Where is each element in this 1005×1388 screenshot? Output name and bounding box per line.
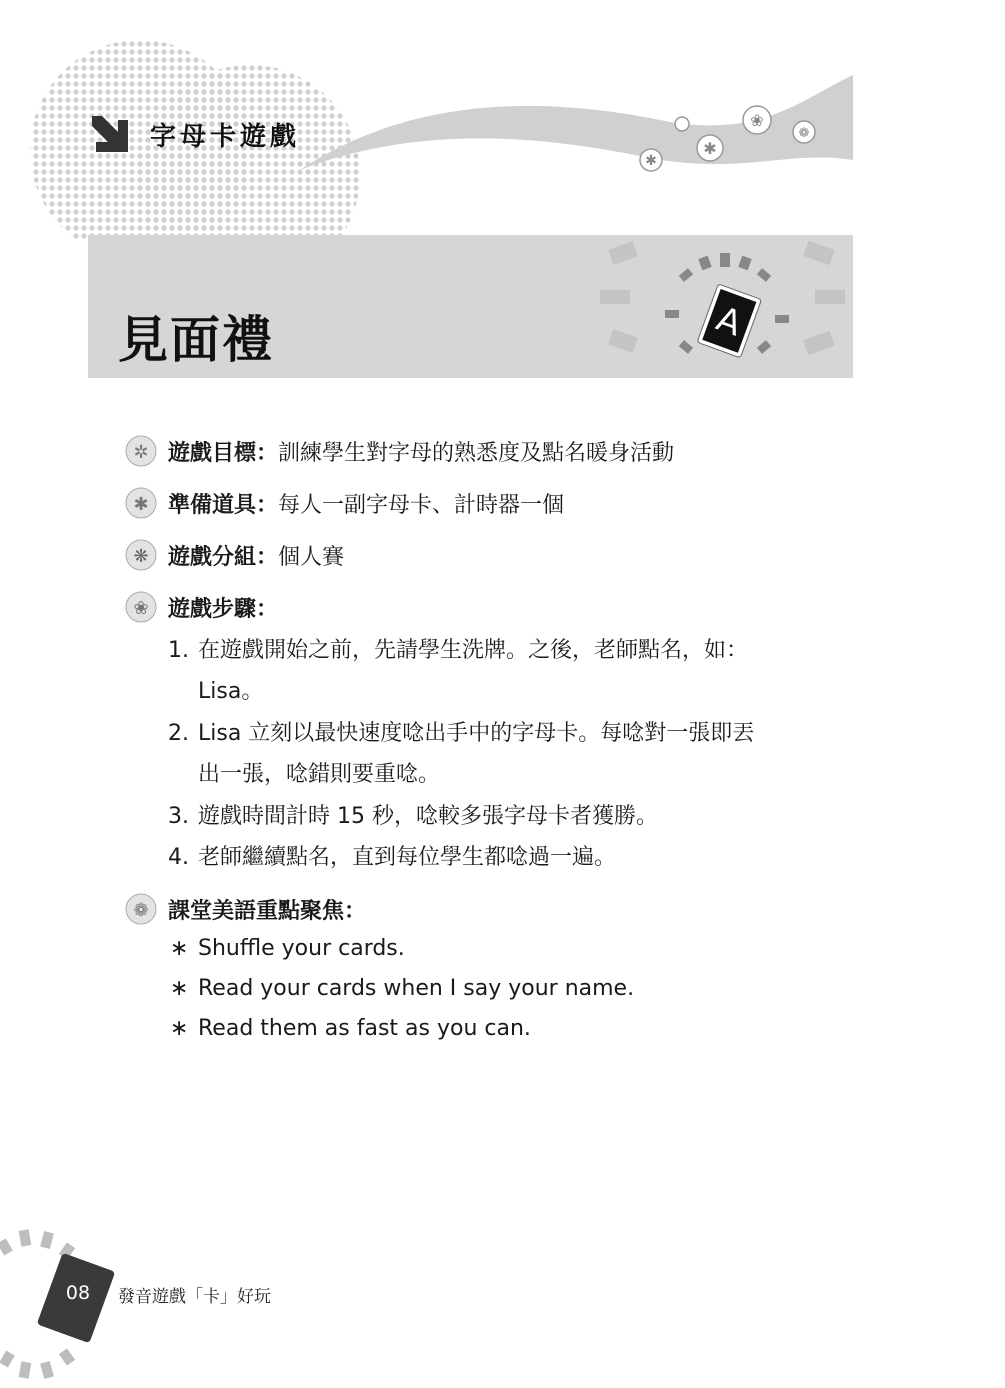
props-value: 每人一副字母卡、計時器一個 [278, 492, 565, 518]
goal-row [124, 434, 674, 468]
flower-bullet-icon [124, 590, 158, 624]
phrase-item: ∗ Shuffle your cards. [170, 936, 405, 961]
svg-text:❋: ❋ [133, 546, 149, 567]
svg-text:❁: ❁ [133, 900, 149, 921]
goal-value: 訓練學生對字母的熟悉度及點名暖身活動 [278, 440, 675, 466]
svg-text:❀: ❀ [750, 111, 764, 130]
section-tag-label: 字母卡遊戲 [150, 121, 301, 152]
flower-bullet-icon [124, 892, 158, 926]
goal-label: 遊戲目標： [168, 440, 279, 466]
svg-text:✱: ✱ [133, 494, 149, 515]
page-title: 見面禮 [118, 311, 274, 369]
arrow-down-right-icon [88, 112, 132, 156]
steps-row [124, 590, 278, 624]
props-row [124, 486, 564, 520]
step-item: 2. Lisa 立刻以最快速度唸出手中的字母卡。每唸對一張即丟 出一張，唸錯則要重唸。 [168, 721, 755, 787]
title-decoration [590, 235, 853, 378]
footer-decoration [0, 1222, 120, 1388]
card-letter: A [711, 299, 747, 345]
focus-label: 課堂美語重點聚焦： [168, 898, 367, 924]
svg-text:❀: ❀ [133, 598, 149, 619]
flower-bullet-icon [124, 486, 158, 520]
step-item: 4. 老師繼續點名，直到每位學生都唸過一遍。 [168, 845, 617, 870]
steps-label: 遊戲步驟： [168, 596, 279, 622]
grouping-label: 遊戲分組： [168, 544, 279, 570]
step-item: 1. 在遊戲開始之前，先請學生洗牌。之後，老師點名，如： Lisa。 [168, 638, 749, 704]
step-item: 3. 遊戲時間計時 15 秒，唸較多張字母卡者獲勝。 [168, 804, 658, 829]
section-tag [88, 112, 300, 156]
grouping-row [124, 538, 344, 572]
phrase-item: ∗ Read them as fast as you can. [170, 1016, 531, 1041]
grouping-value: 個人賽 [278, 544, 345, 570]
flower-bullet-icon [124, 538, 158, 572]
flower-bullet-icon [124, 434, 158, 468]
svg-text:✱: ✱ [703, 139, 717, 158]
phrase-item: ∗ Read your cards when I say your name. [170, 976, 635, 1001]
letter-card [697, 284, 761, 358]
svg-text:✲: ✲ [133, 442, 149, 463]
svg-text:✱: ✱ [645, 153, 657, 169]
book-title: 發音遊戲「卡」好玩 [118, 1287, 271, 1307]
props-label: 準備道具： [168, 492, 279, 518]
page-number: 08 [65, 1282, 91, 1304]
focus-row [124, 892, 366, 926]
svg-text:❁: ❁ [798, 126, 810, 141]
